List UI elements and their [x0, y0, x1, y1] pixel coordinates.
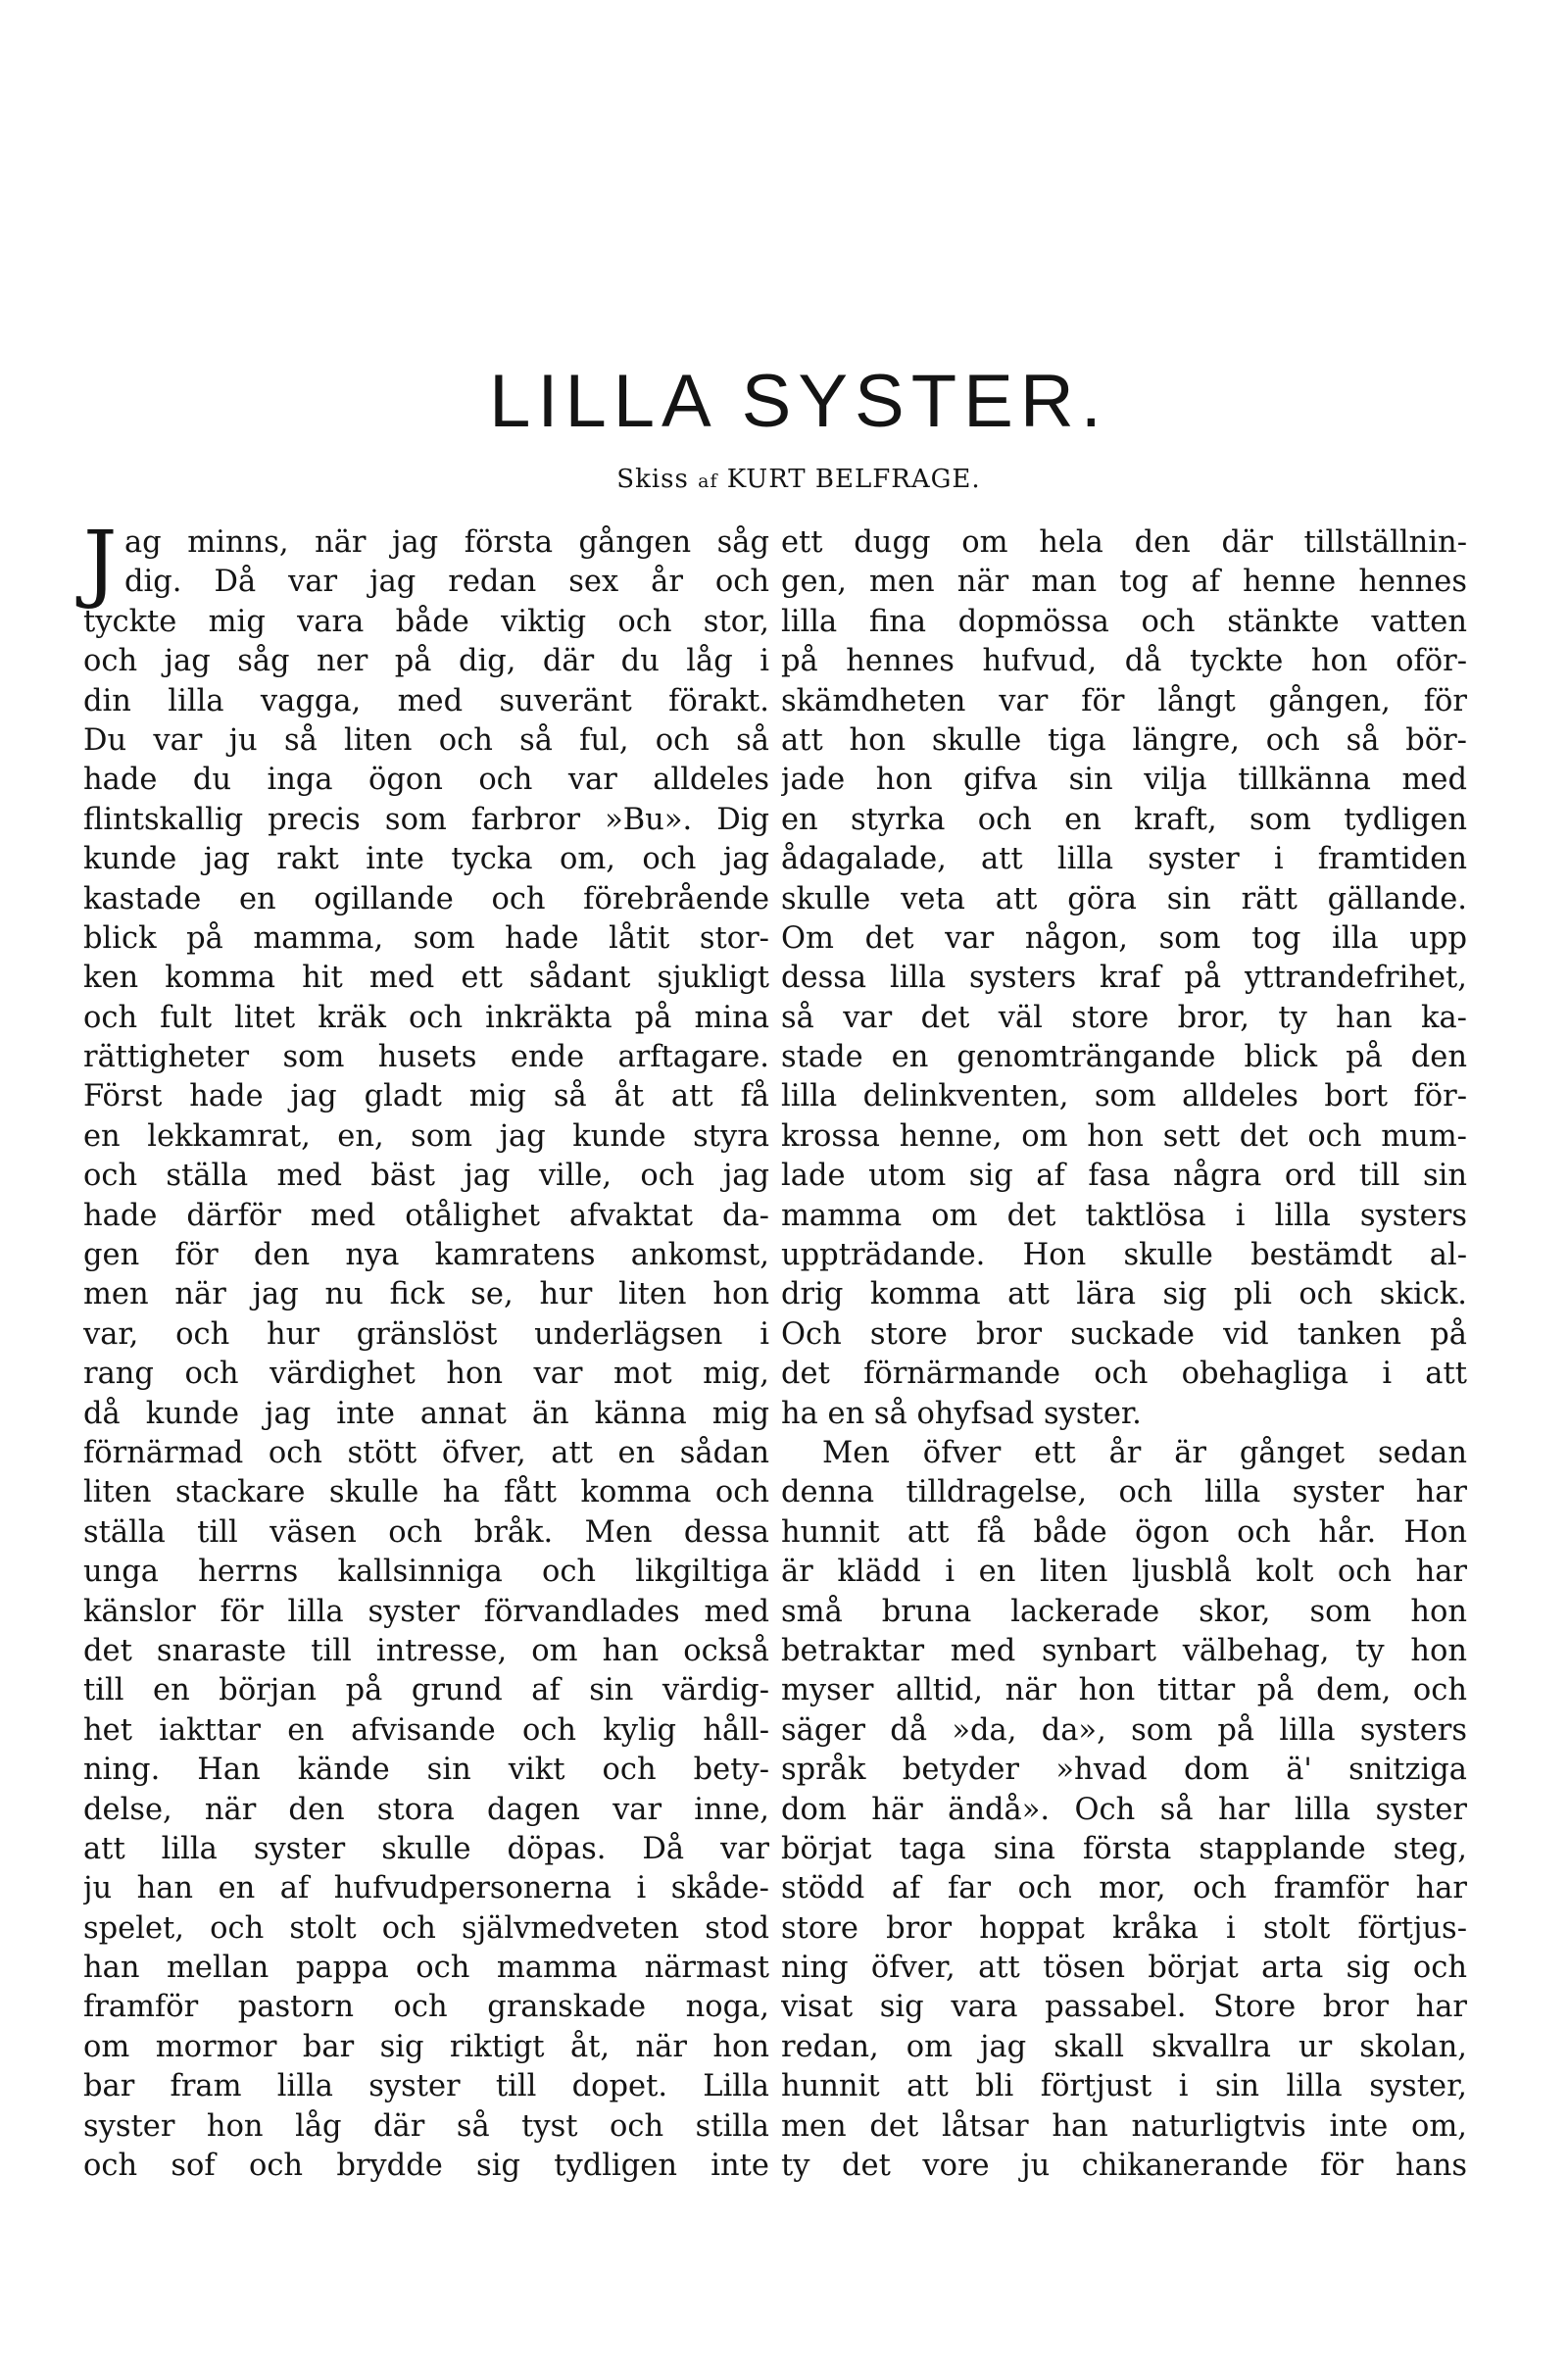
- text-line: liten stackare skulle ha fått komma och: [83, 1475, 769, 1510]
- text-line: lilla fina dopmössa och stänkte vatten: [781, 604, 1467, 639]
- text-line: hade du inga ögon och var alldeles: [83, 763, 769, 798]
- text-line: dig. Då var jag redan sex år och: [124, 565, 769, 600]
- text-line: gen, men när man tog af henne hennes: [781, 565, 1467, 600]
- text-line: redan, om jag skall skvallra ur skolan,: [781, 2029, 1467, 2064]
- text-line: dessa lilla systers kraf på yttrandefrihet,: [781, 961, 1467, 996]
- text-line: och sof och brydde sig tydligen inte: [83, 2149, 769, 2184]
- text-line: ag minns, när jag första gången såg: [124, 525, 769, 560]
- text-line: flintskallig precis som farbror »Bu». Dig: [83, 802, 769, 837]
- text-line: var, och hur gränslöst underlägsen i: [83, 1316, 769, 1352]
- text-line: drig komma att lära sig pli och skick.: [781, 1277, 1467, 1312]
- text-line: bar fram lilla syster till dopet. Lilla: [83, 2069, 769, 2104]
- text-line: ställa till väsen och bråk. Men dessa: [83, 1514, 769, 1550]
- text-line: store bror hoppat kråka i stolt förtjus-: [781, 1910, 1467, 1946]
- text-line: ken komma hit med ett sådant sjukligt: [83, 961, 769, 996]
- text-line: dom här ändå». Och så har lilla syster: [781, 1792, 1467, 1827]
- text-line: då kunde jag inte annat än känna mig: [83, 1396, 769, 1431]
- text-line: små bruna lackerade skor, som hon: [781, 1594, 1467, 1629]
- text-line: kunde jag rakt inte tycka om, och jag: [83, 842, 769, 877]
- text-line: denna tilldragelse, och lilla syster har: [781, 1475, 1467, 1510]
- text-line: ty det vore ju chikanerande för hans: [781, 2149, 1467, 2184]
- text-line: Du var ju så liten och så ful, och så: [83, 722, 769, 758]
- text-line: het iakttar en afvisande och kylig håll-: [83, 1712, 769, 1748]
- text-line: kastade en ogillande och förebrående: [83, 881, 769, 916]
- text-line: ning öfver, att tösen börjat arta sig och: [781, 1951, 1467, 1986]
- text-line: är klädd i en liten ljusblå kolt och har: [781, 1555, 1467, 1590]
- text-line: gen för den nya kamratens ankomst,: [83, 1238, 769, 1273]
- text-line: Och store bror suckade vid tanken på: [781, 1316, 1467, 1352]
- text-line: skulle veta att göra sin rätt gällande.: [781, 881, 1467, 916]
- right-column: [781, 523, 1467, 2186]
- text-line: om mormor bar sig riktigt åt, när hon: [83, 2029, 769, 2064]
- text-line: hunnit att få både ögon och hår. Hon: [781, 1514, 1467, 1550]
- text-line: stade en genomträngande blick på den: [781, 1040, 1467, 1075]
- article-title: LILLA SYSTER.: [489, 360, 1108, 443]
- text-line: att lilla syster skulle döpas. Då var: [83, 1831, 769, 1866]
- text-line: till en början på grund af sin värdig-: [83, 1673, 769, 1708]
- text-line: unga herrns kallsinniga och likgiltiga: [83, 1555, 769, 1590]
- drop-cap: J: [83, 514, 118, 612]
- text-line: ha en så ohyfsad syster.: [781, 1396, 1142, 1431]
- text-line: mamma om det taktlösa i lilla systers: [781, 1198, 1467, 1233]
- text-line: en styrka och en kraft, som tydligen: [781, 802, 1467, 837]
- text-line: jade hon gifva sin vilja tillkänna med: [781, 763, 1467, 798]
- text-line: känslor för lilla syster förvandlades med: [83, 1594, 769, 1629]
- text-line: lade utom sig af fasa några ord till sin: [781, 1159, 1467, 1194]
- text-line: Men öfver ett år är gånget sedan: [822, 1435, 1467, 1470]
- text-line: men när jag nu fick se, hur liten hon: [83, 1277, 769, 1312]
- text-line: han mellan pappa och mamma närmast: [83, 1951, 769, 1986]
- text-line: Först hade jag gladt mig så åt att få: [83, 1079, 769, 1114]
- text-line: din lilla vagga, med suveränt förakt.: [83, 683, 769, 718]
- text-line: det förnärmande och obehagliga i att: [781, 1357, 1467, 1392]
- text-line: rättigheter som husets ende arftagare.: [83, 1040, 769, 1075]
- text-line: spelet, och stolt och självmedveten stod: [83, 1910, 769, 1946]
- text-line: ning. Han kände sin vikt och bety-: [83, 1753, 769, 1788]
- text-line: så var det väl store bror, ty han ka-: [781, 1000, 1467, 1035]
- left-column: [83, 514, 769, 2186]
- text-line: säger då »da, da», som på lilla systers: [781, 1712, 1467, 1748]
- text-line: och ställa med bäst jag ville, och jag: [83, 1159, 769, 1194]
- text-line: börjat taga sina första stapplande steg,: [781, 1831, 1467, 1866]
- text-line: lilla delinkventen, som alldeles bort för-: [781, 1079, 1467, 1114]
- byline-af: af: [698, 470, 718, 492]
- text-line: skämdheten var för långt gången, för: [781, 683, 1467, 718]
- text-line: delse, när den stora dagen var inne,: [83, 1792, 769, 1827]
- text-line: och jag såg ner på dig, där du låg i: [83, 644, 769, 679]
- text-line: blick på mamma, som hade låtit stor-: [83, 920, 769, 956]
- text-line: betraktar med synbart välbehag, ty hon: [781, 1633, 1467, 1668]
- text-line: ju han en af hufvudpersonerna i skåde-: [83, 1871, 769, 1906]
- text-line: ett dugg om hela den där tillställnin-: [781, 525, 1467, 560]
- text-line: framför pastorn och granskade noga,: [83, 1990, 769, 2025]
- byline-author: KURT BELFRAGE.: [726, 465, 981, 494]
- text-line: tyckte mig vara både viktig och stor,: [83, 604, 769, 639]
- text-line: men det låtsar han naturligtvis inte om,: [781, 2108, 1467, 2144]
- text-line: en lekkamrat, en, som jag kunde styra: [83, 1118, 769, 1154]
- text-line: krossa henne, om hon sett det och mum-: [781, 1118, 1467, 1154]
- text-line: stödd af far och mor, och framför har: [781, 1871, 1467, 1906]
- text-line: att hon skulle tiga längre, och så bör-: [781, 722, 1467, 758]
- text-line: myser alltid, när hon tittar på dem, och: [781, 1673, 1467, 1708]
- text-line: hade därför med otålighet afvaktat da-: [83, 1198, 769, 1233]
- text-line: visat sig vara passabel. Store bror har: [781, 1990, 1467, 2025]
- byline: [0, 467, 1568, 492]
- opening-paragraph: [83, 514, 769, 612]
- byline-skiss: Skiss: [616, 465, 689, 494]
- text-line: och fult litet kräk och inkräkta på mina: [83, 1000, 769, 1035]
- text-line: Om det var någon, som tog illa upp: [781, 920, 1467, 956]
- text-line: på hennes hufvud, då tyckte hon oför-: [781, 644, 1467, 679]
- text-line: rang och värdighet hon var mot mig,: [83, 1357, 769, 1392]
- text-line: hunnit att bli förtjust i sin lilla syster,: [781, 2069, 1467, 2104]
- text-line: språk betyder »hvad dom ä' snitziga: [781, 1753, 1467, 1788]
- text-line: förnärmad och stött öfver, att en sådan: [83, 1435, 769, 1470]
- text-line: syster hon låg där så tyst och stilla: [83, 2108, 769, 2144]
- text-line: det snaraste till intresse, om han också: [83, 1633, 769, 1668]
- text-line: ådagalade, att lilla syster i framtiden: [781, 842, 1467, 877]
- text-line: uppträdande. Hon skulle bestämdt al-: [781, 1238, 1467, 1273]
